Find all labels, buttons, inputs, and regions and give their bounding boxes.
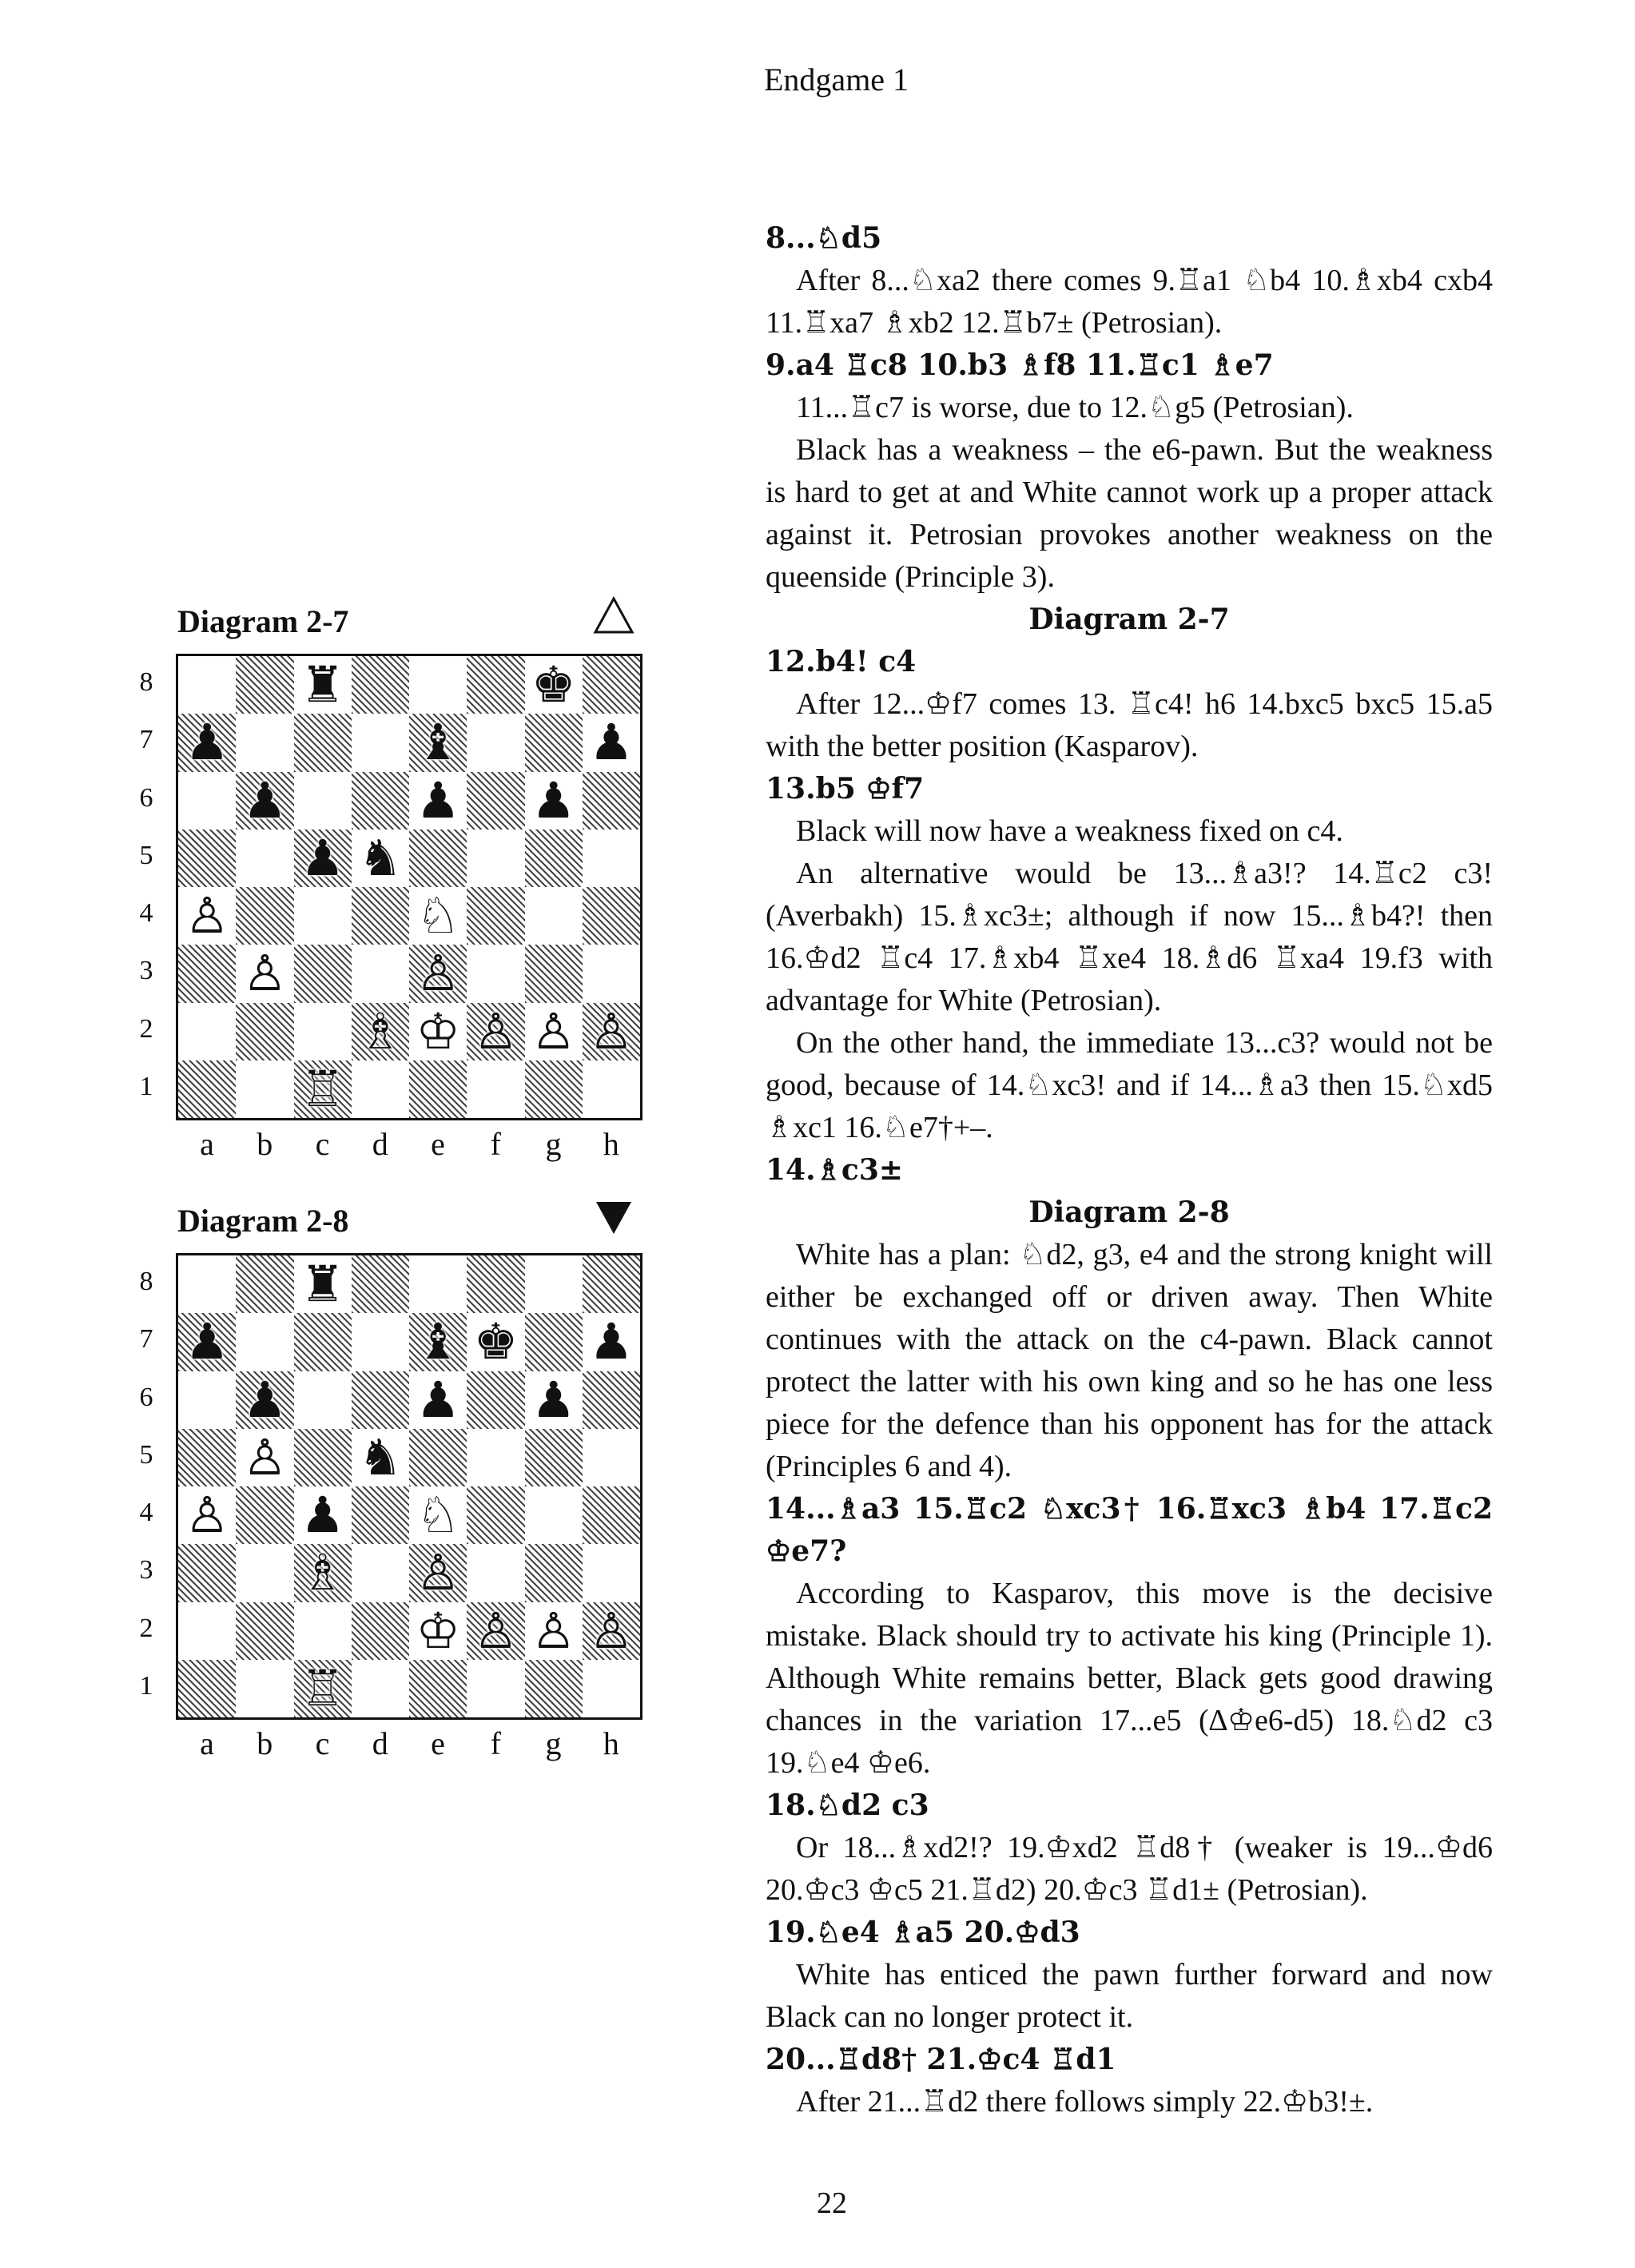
chess-piece-g8: ♚ xyxy=(531,655,576,714)
board-square-e8 xyxy=(409,1255,467,1313)
board-square-b3 xyxy=(236,1544,293,1602)
chess-piece-f7: ♚ xyxy=(473,1312,519,1371)
board-square-g4 xyxy=(525,887,583,945)
board-square-b2 xyxy=(236,1003,293,1060)
board-square-a2 xyxy=(178,1003,236,1060)
chess-piece-g2: ♙ xyxy=(531,1001,576,1060)
move-line: 9.a4 ♖c8 10.b3 ♗f8 11.♖c1 ♗e7 xyxy=(766,348,1274,382)
board-square-a2 xyxy=(178,1602,236,1660)
chess-piece-e3: ♙ xyxy=(416,1543,460,1602)
board-square-d3 xyxy=(352,1544,409,1602)
board-square-f5 xyxy=(467,830,524,887)
board-square-h3 xyxy=(583,1544,640,1602)
board-square-f4 xyxy=(467,887,524,945)
board-square-c6 xyxy=(294,772,352,830)
chess-piece-e7: ♝ xyxy=(416,713,460,772)
board-square-c4 xyxy=(294,887,352,945)
commentary-column xyxy=(766,217,1493,2123)
move-line: 12.b4! c4 xyxy=(766,645,917,678)
chess-piece-g6: ♟ xyxy=(531,770,576,830)
board-square-h6 xyxy=(583,1371,640,1429)
board-square-e5 xyxy=(409,830,467,887)
chess-piece-a7: ♟ xyxy=(185,1312,229,1371)
board-square-f8 xyxy=(467,1255,524,1313)
diagram-2-8-title: Diagram 2-8 xyxy=(177,1203,349,1239)
file-label: a xyxy=(200,1725,214,1761)
board-square-b8 xyxy=(236,656,293,714)
chess-piece-b6: ♟ xyxy=(242,770,288,830)
board-square-f8 xyxy=(467,656,524,714)
board-square-a5 xyxy=(178,1429,236,1486)
board-square-b5 xyxy=(236,830,293,887)
paragraph: After 8...♘xa2 there comes 9.♖a1 ♘b4 10.♗xb4 cxb4 11.♖xa7 ♗xb2 12.♖b7± (Petrosian). xyxy=(766,264,1493,340)
paragraph: After 12...♔f7 comes 13. ♖c4! h6 14.bxc5 bxc5 15.a5 with the better position (Kasparov). xyxy=(766,687,1493,763)
paragraph: White has a plan: ♘d2, g3, e4 and the strong knight will either be exchanged off or driven away. Then White continues with the attack on the c4-pawn. Black cannot protect the latter with his own king and so he has one less piece for the defence than his opponent has for the attack (Principles 6 and 4). xyxy=(766,1238,1493,1483)
file-label: h xyxy=(603,1126,619,1162)
board-square-c3 xyxy=(294,945,352,1002)
chess-piece-b5: ♙ xyxy=(242,1427,288,1486)
board-square-h6 xyxy=(583,772,640,830)
board-square-f3 xyxy=(467,945,524,1002)
chess-piece-e6: ♟ xyxy=(416,1370,460,1429)
chess-piece-a7: ♟ xyxy=(185,713,229,772)
board-square-f7 xyxy=(467,714,524,771)
board-square-g1 xyxy=(525,1660,583,1717)
move-line: 18.♘d2 c3 xyxy=(766,1789,929,1822)
board-square-c6 xyxy=(294,1371,352,1429)
chess-piece-e3: ♙ xyxy=(416,944,460,1003)
chess-piece-d5: ♞ xyxy=(358,828,403,887)
chess-piece-e4: ♘ xyxy=(416,886,460,945)
move-line: 8...♘d5 xyxy=(766,221,882,255)
file-label: h xyxy=(603,1725,619,1761)
chess-piece-a4: ♙ xyxy=(185,886,229,945)
file-label: d xyxy=(372,1725,388,1761)
rank-label: 3 xyxy=(139,1555,153,1586)
board-square-c7 xyxy=(294,714,352,771)
chess-piece-d2: ♗ xyxy=(358,1001,403,1060)
chess-piece-e2: ♔ xyxy=(416,1601,460,1660)
chess-piece-c1: ♖ xyxy=(300,1059,345,1118)
move-line: 19.♘e4 ♗a5 20.♔d3 xyxy=(766,1916,1080,1949)
paragraph: Or 18...♗xd2!? 19.♔xd2 ♖d8† (weaker is 19...♔d6 20.♔c3 ♔c5 21.♖d2) 20.♔c3 ♖d1± (Petrosian). xyxy=(766,1831,1493,1907)
rank-label: 4 xyxy=(139,898,153,928)
board-square-d1 xyxy=(352,1660,409,1717)
board-square-d6 xyxy=(352,772,409,830)
move-line: 13.b5 ♔f7 xyxy=(766,772,925,806)
board-square-g1 xyxy=(525,1060,583,1118)
paragraph: According to Kasparov, this move is the decisive mistake. Black should try to activate his king (Principle 1). Although White remains better, Black gets good drawing chances in the variation 17...e5 (∆♔e6-d5) 18.♘d2 c3 19.♘e4 ♔e6. xyxy=(766,1577,1493,1780)
chess-piece-f2: ♙ xyxy=(473,1001,519,1060)
board-square-b4 xyxy=(236,887,293,945)
board-square-g3 xyxy=(525,945,583,1002)
rank-label: 6 xyxy=(139,1382,153,1412)
board-square-g7 xyxy=(525,714,583,771)
board-square-g7 xyxy=(525,1313,583,1371)
board-square-h3 xyxy=(583,945,640,1002)
move-line: 20...♖d8† 21.♔c4 ♖d1 xyxy=(766,2043,1116,2076)
chessboard-diagram-2-8 xyxy=(176,1253,642,1720)
rank-label: 6 xyxy=(139,782,153,813)
board-square-d4 xyxy=(352,1486,409,1544)
paragraph: Black will now have a weakness fixed on c4. xyxy=(796,814,1343,848)
board-square-f6 xyxy=(467,772,524,830)
rank-label: 7 xyxy=(139,1324,153,1355)
rank-label: 3 xyxy=(139,956,153,986)
file-label: c xyxy=(315,1126,330,1162)
file-label: f xyxy=(490,1725,501,1761)
move-line: 14.♗c3± xyxy=(766,1153,904,1187)
board-square-a5 xyxy=(178,830,236,887)
board-square-e5 xyxy=(409,1429,467,1486)
rank-label: 8 xyxy=(139,667,153,697)
board-square-d3 xyxy=(352,945,409,1002)
black-to-move-triangle-icon xyxy=(593,1199,635,1240)
diagram-reference: Diagram 2-8 xyxy=(1028,1196,1230,1229)
chess-piece-c8: ♜ xyxy=(300,1255,345,1314)
board-square-b2 xyxy=(236,1602,293,1660)
chess-piece-b6: ♟ xyxy=(242,1370,288,1429)
chess-piece-f2: ♙ xyxy=(473,1601,519,1660)
board-square-e1 xyxy=(409,1060,467,1118)
board-square-g5 xyxy=(525,830,583,887)
file-label: b xyxy=(257,1725,273,1761)
rank-label: 2 xyxy=(139,1013,153,1044)
chess-piece-h7: ♟ xyxy=(589,1312,634,1371)
board-square-e8 xyxy=(409,656,467,714)
chess-piece-g2: ♙ xyxy=(531,1601,576,1660)
board-square-h4 xyxy=(583,1486,640,1544)
file-label: e xyxy=(431,1126,445,1162)
board-square-b7 xyxy=(236,1313,293,1371)
board-square-a1 xyxy=(178,1060,236,1118)
board-square-d7 xyxy=(352,714,409,771)
board-square-h8 xyxy=(583,1255,640,1313)
board-square-f3 xyxy=(467,1544,524,1602)
paragraph: Black has a weakness – the e6-pawn. But the weakness is hard to get at and White cannot work up a proper attack against it. Petrosian provokes another weakness on the queenside (Principle 3). xyxy=(766,433,1493,594)
file-label: e xyxy=(431,1725,445,1761)
file-label: g xyxy=(545,1126,562,1162)
board-square-c7 xyxy=(294,1313,352,1371)
rank-label: 5 xyxy=(139,840,153,870)
rank-label: 1 xyxy=(139,1670,153,1701)
rank-label: 7 xyxy=(139,725,153,755)
chess-piece-a4: ♙ xyxy=(185,1486,229,1545)
rank-label: 2 xyxy=(139,1613,153,1643)
board-square-f1 xyxy=(467,1060,524,1118)
board-square-d8 xyxy=(352,656,409,714)
board-square-d4 xyxy=(352,887,409,945)
board-square-g5 xyxy=(525,1429,583,1486)
board-square-b1 xyxy=(236,1060,293,1118)
chess-piece-h2: ♙ xyxy=(589,1001,634,1060)
paragraph: An alternative would be 13...♗a3!? 14.♖c2 c3! (Averbakh) 15.♗xc3±; although if now 15...♗b4?! then 16.♔d2 ♖c4 17.♗xb4 ♖xe4 18.♗d6 ♖xa4 19.f3 with advantage for White (Petrosian). xyxy=(766,857,1493,1017)
board-square-b7 xyxy=(236,714,293,771)
board-square-f1 xyxy=(467,1660,524,1717)
chess-piece-g6: ♟ xyxy=(531,1370,576,1429)
board-square-h5 xyxy=(583,1429,640,1486)
board-square-e1 xyxy=(409,1660,467,1717)
board-square-h1 xyxy=(583,1660,640,1717)
chessboard-diagram-2-7 xyxy=(176,654,642,1120)
board-square-g8 xyxy=(525,1255,583,1313)
file-label: a xyxy=(200,1126,214,1162)
board-square-b1 xyxy=(236,1660,293,1717)
chess-piece-d5: ♞ xyxy=(358,1427,403,1486)
rank-label: 4 xyxy=(139,1498,153,1527)
paragraph: After 21...♖d2 there follows simply 22.♔b3!±. xyxy=(796,2085,1374,2119)
file-label: d xyxy=(372,1126,388,1162)
chess-piece-b3: ♙ xyxy=(242,944,288,1003)
board-square-a6 xyxy=(178,1371,236,1429)
board-square-a8 xyxy=(178,656,236,714)
chess-piece-h7: ♟ xyxy=(589,713,634,772)
board-square-c5 xyxy=(294,1429,352,1486)
file-label: b xyxy=(257,1126,273,1162)
board-square-c2 xyxy=(294,1003,352,1060)
diagram-reference: Diagram 2-7 xyxy=(1028,603,1230,636)
board-square-a6 xyxy=(178,772,236,830)
board-square-a8 xyxy=(178,1255,236,1313)
file-label: f xyxy=(490,1126,501,1162)
file-label: c xyxy=(315,1725,330,1761)
board-square-h5 xyxy=(583,830,640,887)
board-square-h8 xyxy=(583,656,640,714)
running-header: Endgame 1 xyxy=(764,62,909,97)
diagram-2-7-title: Diagram 2-7 xyxy=(177,603,349,639)
paragraph: 11...♖c7 is worse, due to 12.♘g5 (Petrosian). xyxy=(796,391,1354,424)
chess-piece-c4: ♟ xyxy=(300,1486,345,1545)
chess-piece-c1: ♖ xyxy=(300,1658,345,1717)
chess-piece-c5: ♟ xyxy=(300,828,345,887)
board-square-d2 xyxy=(352,1602,409,1660)
board-square-g4 xyxy=(525,1486,583,1544)
chess-piece-c3: ♗ xyxy=(300,1543,345,1602)
chess-piece-e4: ♘ xyxy=(416,1486,460,1545)
file-label: g xyxy=(545,1725,562,1761)
board-square-f6 xyxy=(467,1371,524,1429)
rank-label: 5 xyxy=(139,1439,153,1470)
board-square-f5 xyxy=(467,1429,524,1486)
board-square-f4 xyxy=(467,1486,524,1544)
board-square-d1 xyxy=(352,1060,409,1118)
chess-piece-e6: ♟ xyxy=(416,770,460,830)
board-square-d7 xyxy=(352,1313,409,1371)
paragraph: On the other hand, the immediate 13...c3? would not be good, because of 14.♘xc3! and if 14...♗a3 then 15.♘xd5 ♗xc1 16.♘e7†+–. xyxy=(766,1026,1493,1144)
chess-piece-e2: ♔ xyxy=(416,1001,460,1060)
board-square-d8 xyxy=(352,1255,409,1313)
move-line: 14...♗a3 15.♖c2 ♘xc3† 16.♖xc3 ♗b4 17.♖c2 ♔e7? xyxy=(766,1492,1493,1568)
board-square-d6 xyxy=(352,1371,409,1429)
board-square-h4 xyxy=(583,887,640,945)
board-square-b4 xyxy=(236,1486,293,1544)
chess-piece-c8: ♜ xyxy=(300,655,345,714)
board-square-b8 xyxy=(236,1255,293,1313)
chess-piece-h2: ♙ xyxy=(589,1601,634,1660)
board-square-g3 xyxy=(525,1544,583,1602)
board-square-a3 xyxy=(178,945,236,1002)
rank-label: 1 xyxy=(139,1071,153,1101)
rank-label: 8 xyxy=(139,1267,153,1296)
paragraph: White has enticed the pawn further forward and now Black can no longer protect it. xyxy=(766,1958,1493,2034)
page-number: 22 xyxy=(817,2186,847,2220)
board-square-c2 xyxy=(294,1602,352,1660)
board-square-a3 xyxy=(178,1544,236,1602)
board-square-h1 xyxy=(583,1060,640,1118)
board-square-a1 xyxy=(178,1660,236,1717)
chess-piece-e7: ♝ xyxy=(416,1312,460,1371)
white-to-move-triangle-icon xyxy=(593,596,635,638)
